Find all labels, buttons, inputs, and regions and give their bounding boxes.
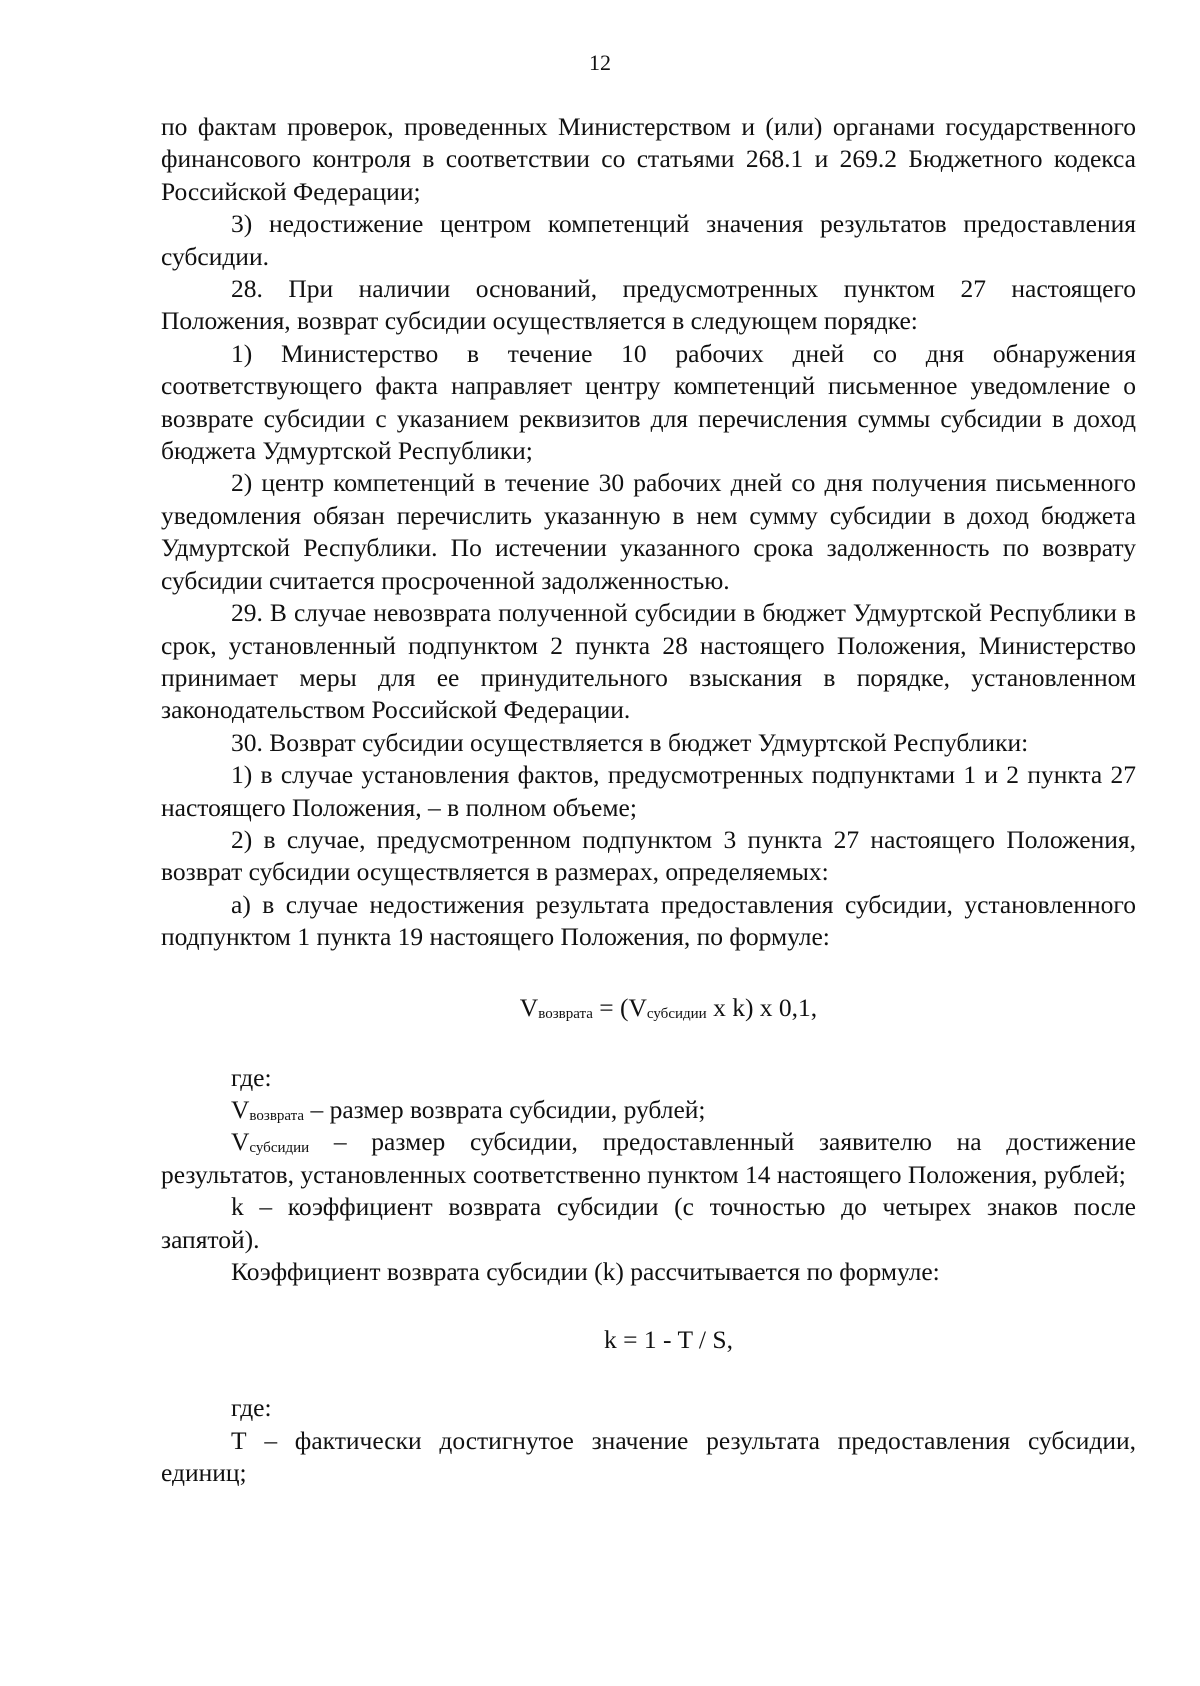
paragraph-29: 29. В случае невозврата полученной субсидии в бюджет Удмуртской Республики в срок, установленный подпунктом 2 пункта 28 настоящего Положения, Министерство принимает меры для ее принудительного взыскания в порядке, установленном законодательством Российской Федерации. (161, 598, 1136, 725)
definition-v-subsidy: $V_{субсидии}$ – размер субсидии, предоставленный заявителю на достижение результатов, установленных соответственно пунктом 14 настоящего Положения, рублей; (161, 1127, 1136, 1189)
definition-k: k – коэффициент возврата субсидии (с точностью до четырех знаков после запятой). (161, 1192, 1136, 1254)
paragraph-30: 30. Возврат субсидии осуществляется в бюджет Удмуртской Республики: (231, 727, 1029, 757)
paragraph-28-item-2: 2) центр компетенций в течение 30 рабочих дней со дня получения письменного уведомления обязан перечислить указанную в нем сумму субсидии в доход бюджета Удмуртской Республики. По истечении указанного срока задолженность по возврату субсидии считается просроченной задолженностью. (161, 468, 1136, 595)
paragraph-30-item-1: 1) в случае установления фактов, предусмотренных подпунктами 1 и 2 пункта 27 настоящего Положения, – в полном объеме; (161, 760, 1136, 822)
definition-t: Т – фактически достигнутое значение результата предоставления субсидии, единиц; (161, 1425, 1136, 1488)
paragraph-item-3: 3) недостижение центром компетенций значения результатов предоставления субсидии. (161, 209, 1136, 271)
k-formula-intro: Коэффициент возврата субсидии (k) рассчитывается по формуле: (231, 1257, 940, 1286)
where-label-2: где: (231, 1393, 272, 1423)
document-body (161, 111, 1136, 1490)
paragraph-continuation: по фактам проверок, проведенных Министерством и (или) органами государственного финансового контроля в соответствии со статьями 268.1 и 269.2 Бюджетного кодекса Российской Федерации; (161, 112, 1136, 206)
page-number: 12 (589, 50, 611, 75)
paragraph-28: 28. При наличии оснований, предусмотренных пунктом 27 настоящего Положения, возврат субсидии осуществляется в следующем порядке: (161, 274, 1136, 336)
where-label: где: (231, 1062, 272, 1092)
paragraph-30-item-2: 2) в случае, предусмотренном подпунктом 3 пункта 27 настоящего Положения, возврат субсидии осуществляется в размерах, определяемых: (161, 824, 1136, 887)
paragraph-30-item-a: а) в случае недостижения результата предоставления субсидии, установленного подпунктом 1 пункта 19 настоящего Положения, по формуле: (161, 889, 1136, 952)
formula-v-return: $V_{возврата} = (V_{субсидии}$ x k) x 0,1, (519, 992, 818, 1022)
paragraph-28-item-1: 1) Министерство в течение 10 рабочих дней со дня обнаружения соответствующего факта направляет центру компетенций письменное уведомление о возврате субсидии с указанием реквизитов для перечисления суммы субсидии в доход бюджета Удмуртской Республики; (161, 338, 1136, 466)
formula-k: k = 1 - T / S, (604, 1325, 733, 1355)
definition-v-return: $V_{возврата}$ – размер возврата субсидии, рублей; (231, 1094, 706, 1124)
